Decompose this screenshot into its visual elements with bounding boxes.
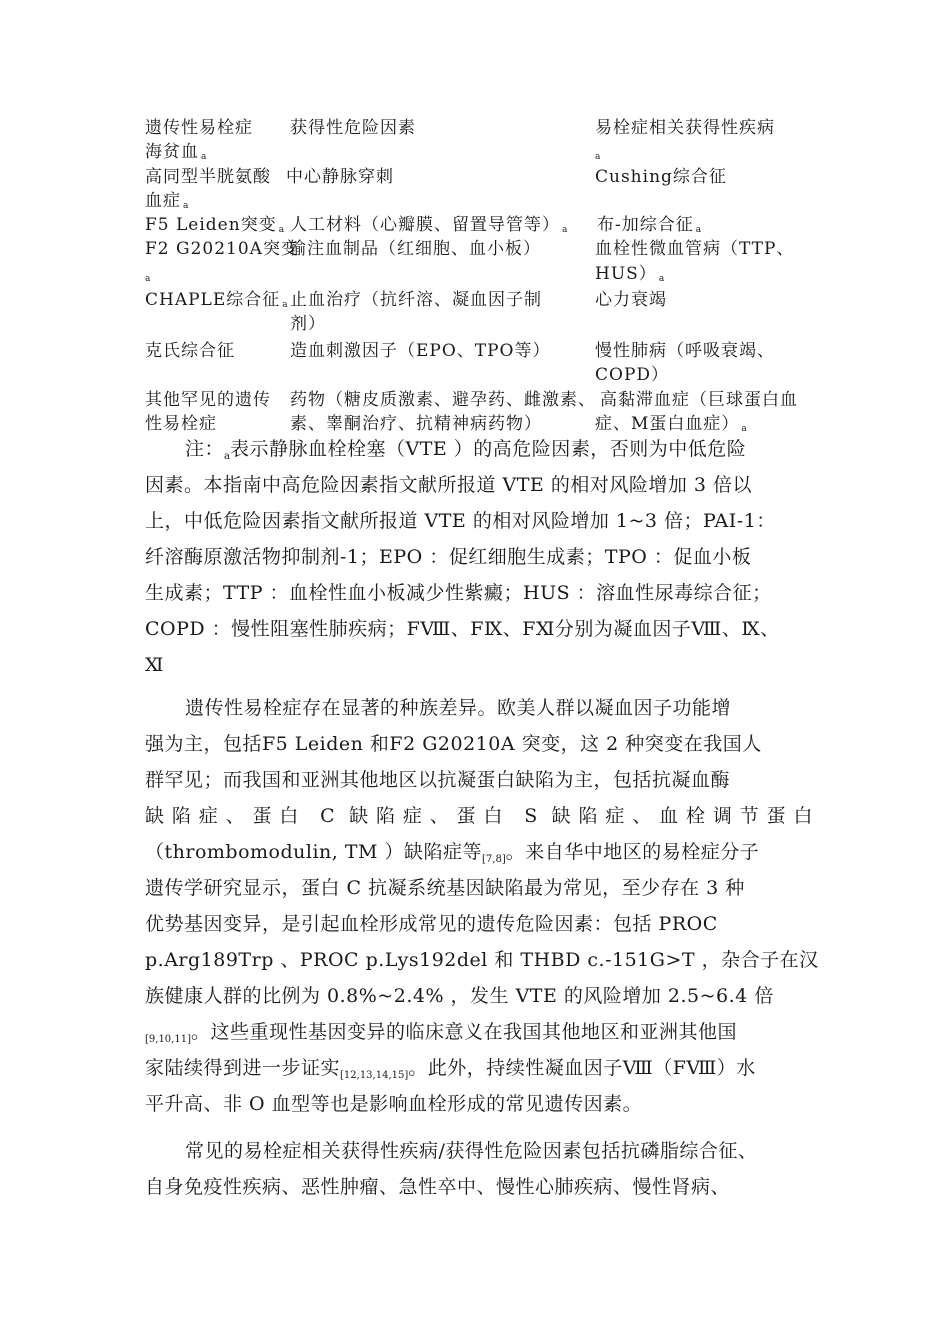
table-cell: F5 Leiden突变 $_a$ <box>145 215 285 235</box>
table-cell: 中心静脉穿刺 <box>286 167 394 187</box>
body-paragraph-acquired: 常见的易栓症相关获得性疾病/获得性危险因素包括抗磷脂综合征、 自身免疫性疾病、恶性肿瘤、急性卒中、慢性心肺疾病、慢性肾病、 <box>145 1140 758 1198</box>
table-cell: COPD） <box>595 365 670 385</box>
table-cell: 剂） <box>290 314 326 334</box>
body-paragraph-hereditary: 遗传性易栓症存在显著的种族差异。欧美人群以凝血因子功能增 强为主，包括F5 Leiden 和F2 G20210A 突变，这 2 种突变在我国人 群罕见；而我国和亚洲其他地区以抗凝蛋白缺陷为主，包括抗凝血酶 缺陷症、蛋白 C 缺陷症、蛋白 S 缺陷症、血栓调节蛋白 （thrombomodulin, TM ）缺陷症等$_{[7,8]}$。来自华中地区的易栓症分子 遗传学研究显示，蛋白 C 抗凝系统基因缺陷最为常见，至少存在 3 种 优势基因变异，是引起血栓形成常见的遗传危险因素：包括 PROC p.Arg189Trp 、PROC p.Lys192del 和 THBD c.-151G>T ，杂合子在汉 族健康人群的比例为 0.8%~2.4% ，发生 VTE 的风险增加 2.5~6.4 倍 $_{[9,10,11]}$。这些重现性基因变异的临床意义在我国其他地区和亚洲其他国 家陆续得到进一步证实$_{[12,13,14,15]}$。此外，持续性凝血因子Ⅷ（FⅧ）水 平升高、非 O 血型等也是影响血栓形成的常见遗传因素。 <box>145 697 819 1115</box>
table-header-acquired-disease: 易栓症相关获得性疾病 <box>595 118 775 138</box>
table-cell: HUS） $_a$ <box>595 264 665 284</box>
table-cell: 心力衰竭 <box>595 290 667 310</box>
table-cell: 布-加综合征 $_a$ <box>597 215 702 235</box>
table-cell: 克氏综合征 <box>145 341 235 361</box>
table-cell: 造血刺激因子（EPO、TPO等） <box>290 341 551 361</box>
table-cell: 高同型半胱氨酸 <box>145 167 271 187</box>
table-cell: 症、M蛋白血症） $_a$ <box>595 414 747 434</box>
table-cell: 其他罕见的遗传 <box>145 390 271 410</box>
table-cell: 素、睾酮治疗、抗精神病药物） <box>290 414 542 434</box>
table-cell: CHAPLE综合征 $_a$ <box>145 290 288 310</box>
table-cell: a <box>145 274 151 284</box>
table-cell: 人工材料（心瓣膜、留置导管等） $_a$ <box>290 215 568 235</box>
table-cell: Cushing综合征 <box>595 167 727 187</box>
table-cell: a <box>595 152 601 162</box>
table-cell: F2 G20210A突变 <box>145 239 299 259</box>
table-header-acquired-risk: 获得性危险因素 <box>290 118 416 138</box>
table-note: 注：$_a$表示静脉血栓栓塞（VTE ）的高危险因素，否则为中低危险 因素。本指南中高危险因素指文献所报道 VTE 的相对风险增加 3 倍以 上，中低危险因素指文献所报道 VTE 的相对风险增加 1~3 倍；PAI-1： 纤溶酶原激活物抑制剂-1；EPO ：促红细胞生成素；TPO ：促血小板 生成素；TTP ：血栓性血小板减少性紫癜；HUS ：溶血性尿毒综合征； COPD ：慢性阻塞性肺疾病；FⅧ、FⅨ、FⅪ分别为凝血因子Ⅷ、Ⅸ、 Ⅺ <box>145 438 780 676</box>
table-cell: 海贫血 $_a$ <box>145 142 207 162</box>
table-cell: 药物（糖皮质激素、避孕药、雌激素、 <box>290 390 596 410</box>
table-cell: 血症 $_a$ <box>145 191 189 211</box>
table-header-hereditary: 遗传性易栓症 <box>145 118 253 138</box>
table-cell: 慢性肺病（呼吸衰竭、 <box>595 341 775 361</box>
table-cell: 血栓性微血管病（TTP、 <box>595 239 795 259</box>
table-cell: 性易栓症 <box>145 414 217 434</box>
table-cell: 止血治疗（抗纤溶、凝血因子制 <box>290 290 542 310</box>
table-cell: 输注血制品（红细胞、血小板） <box>289 239 541 259</box>
table-cell: 高黏滞血症（巨球蛋白血 <box>600 390 798 410</box>
